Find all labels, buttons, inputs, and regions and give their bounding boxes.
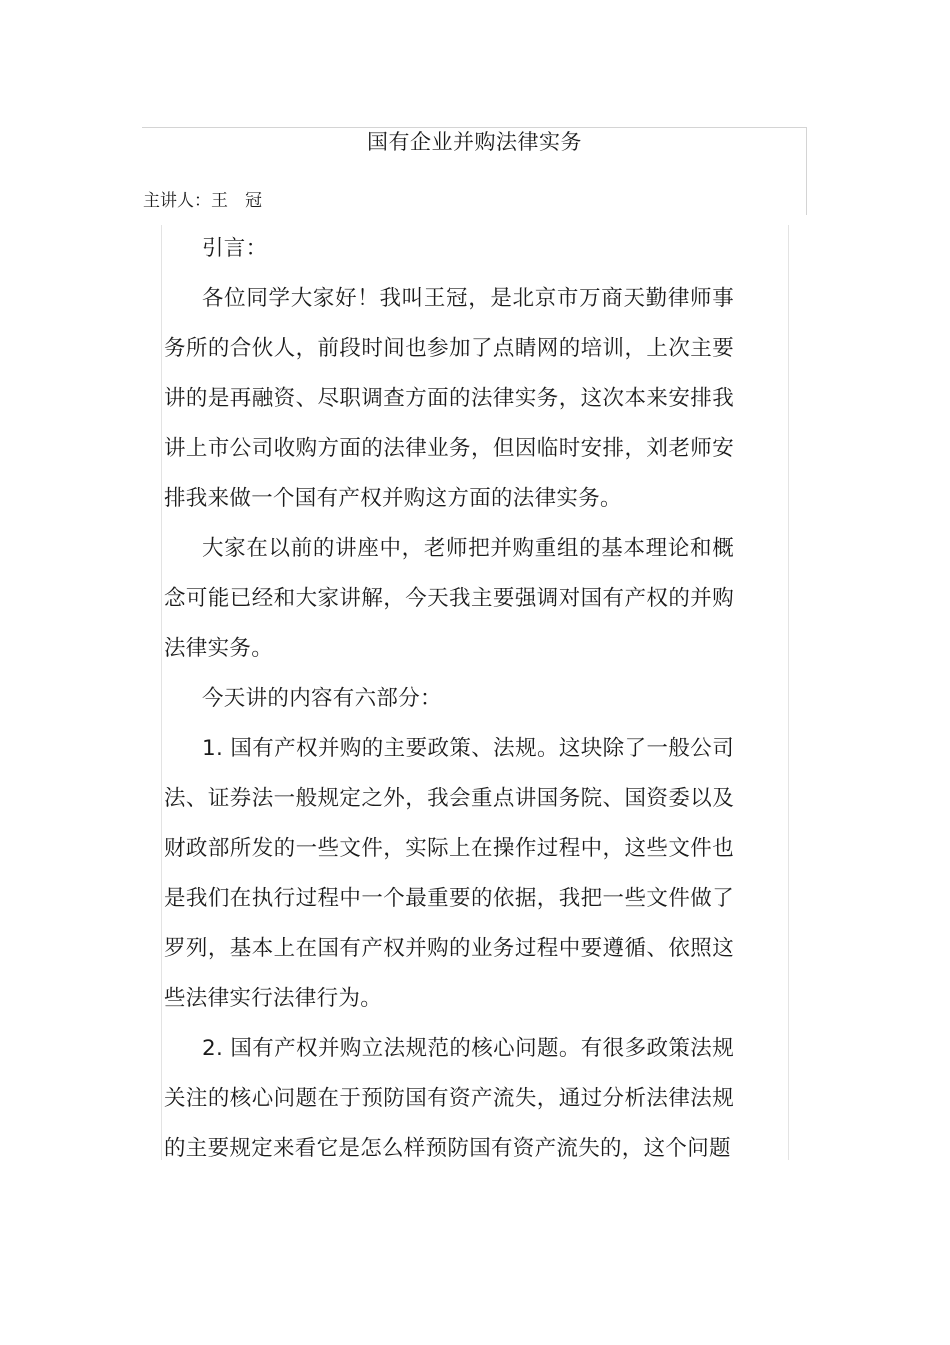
- paragraph-item-1: 1. 国有产权并购的主要政策、法规。这块除了一般公司法、证券法一般规定之外，我会重点讲国务院、国资委以及财政部所发的一些文件，实际上在操作过程中，这些文件也是我们在执行过程中一个最重要的依据，我把一些文件做了罗列，基本上在国有产权并购的业务过程中要遵循、依照这些法律实行法律行为。: [164, 736, 734, 1011]
- paragraph-intro-heading: 引言：: [202, 236, 268, 261]
- speaker-line: 主讲人：王 冠: [143, 191, 262, 211]
- paragraph-outline-heading: 今天讲的内容有六部分：: [202, 686, 442, 711]
- document-body: [164, 224, 734, 1174]
- paragraph-greeting: 各位同学大家好！我叫王冠，是北京市万商天勤律师事务所的合伙人，前段时间也参加了点睛网的培训，上次主要讲的是再融资、尽职调查方面的法律实务，这次本来安排我讲上市公司收购方面的法律业务，但因临时安排，刘老师安排我来做一个国有产权并购这方面的法律实务。: [164, 286, 734, 511]
- paragraph-item-2: 2. 国有产权并购立法规范的核心问题。有很多政策法规关注的核心问题在于预防国有资产流失，通过分析法律法规的主要规定来看它是怎么样预防国有资产流失的，这个问题: [164, 1036, 734, 1161]
- paragraph-background: 大家在以前的讲座中，老师把并购重组的基本理论和概念可能已经和大家讲解，今天我主要强调对国有产权的并购法律实务。: [164, 536, 734, 661]
- document-title: 国有企业并购法律实务: [367, 130, 582, 154]
